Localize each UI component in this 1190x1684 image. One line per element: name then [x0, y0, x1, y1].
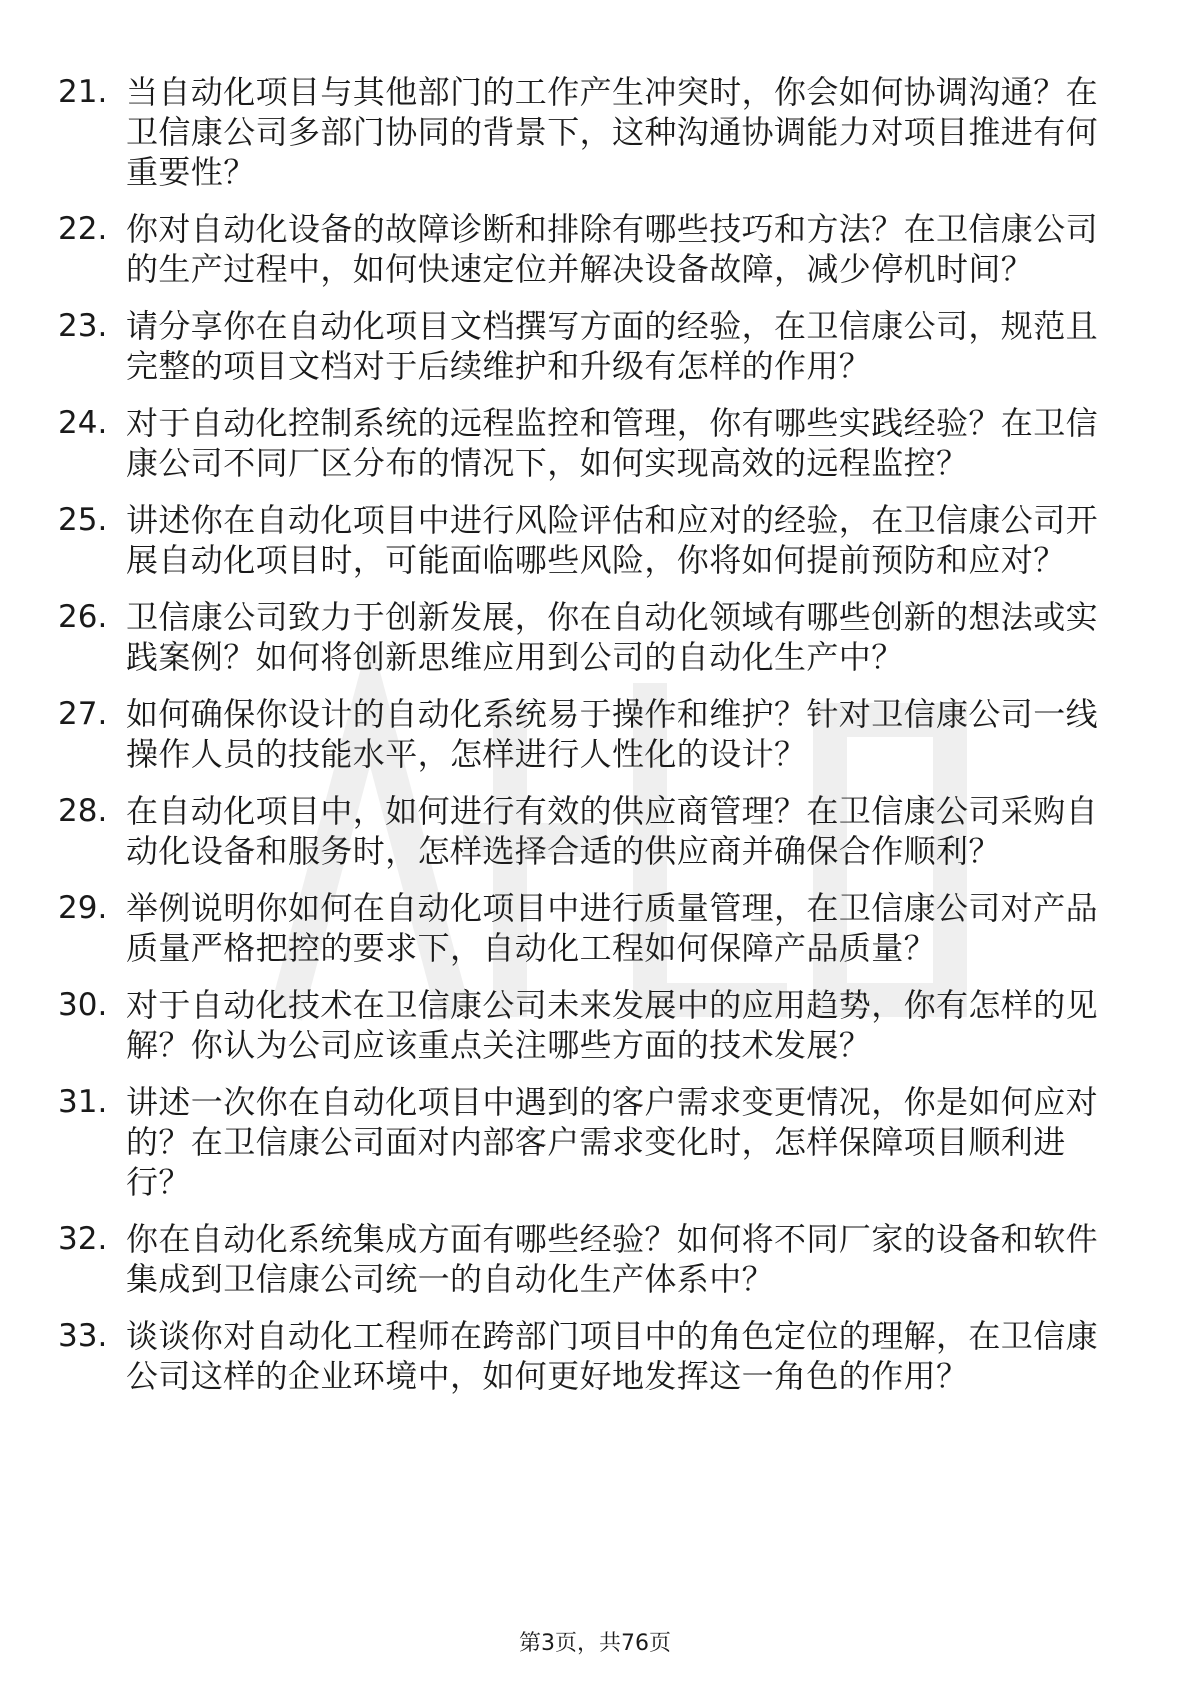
question-number: 23. — [58, 308, 108, 344]
question-item — [58, 72, 1118, 192]
question-number: 25. — [58, 502, 108, 538]
question-number: 27. — [58, 696, 108, 732]
question-text: 如何确保你设计的自动化系统易于操作和维护？针对卫信康公司一线操作人员的技能水平，怎样进行人性化的设计？ — [126, 695, 1099, 773]
question-item — [58, 500, 1118, 580]
question-text: 对于自动化技术在卫信康公司未来发展中的应用趋势，你有怎样的见解？你认为公司应该重点关注哪些方面的技术发展？ — [126, 986, 1099, 1064]
question-item — [58, 403, 1118, 483]
question-number: 30. — [58, 987, 108, 1023]
question-text: 在自动化项目中，如何进行有效的供应商管理？在卫信康公司采购自动化设备和服务时，怎样选择合适的供应商并确保合作顺利？ — [126, 792, 1099, 870]
question-text: 你对自动化设备的故障诊断和排除有哪些技巧和方法？在卫信康公司的生产过程中，如何快速定位并解决设备故障，减少停机时间？ — [126, 210, 1099, 288]
question-item — [58, 791, 1118, 871]
question-number: 24. — [58, 405, 108, 441]
question-text: 举例说明你如何在自动化项目中进行质量管理，在卫信康公司对产品质量严格把控的要求下，自动化工程如何保障产品质量？ — [126, 889, 1099, 967]
question-item — [58, 985, 1118, 1065]
question-number: 26. — [58, 599, 108, 635]
question-text: 讲述一次你在自动化项目中遇到的客户需求变更情况，你是如何应对的？在卫信康公司面对内部客户需求变化时，怎样保障项目顺利进行？ — [126, 1083, 1099, 1201]
question-item — [58, 1219, 1118, 1299]
question-text: 谈谈你对自动化工程师在跨部门项目中的角色定位的理解，在卫信康公司这样的企业环境中，如何更好地发挥这一角色的作用？ — [126, 1317, 1099, 1395]
question-number: 22. — [58, 211, 108, 247]
question-number: 29. — [58, 890, 108, 926]
question-item — [58, 1082, 1118, 1202]
question-item — [58, 306, 1118, 386]
question-number: 31. — [58, 1084, 108, 1120]
question-number: 28. — [58, 793, 108, 829]
question-number: 21. — [58, 74, 108, 110]
question-text: 讲述你在自动化项目中进行风险评估和应对的经验，在卫信康公司开展自动化项目时，可能面临哪些风险，你将如何提前预防和应对？ — [126, 501, 1099, 579]
question-list — [58, 72, 1118, 1413]
question-item — [58, 888, 1118, 968]
question-item — [58, 694, 1118, 774]
question-text: 请分享你在自动化项目文档撰写方面的经验，在卫信康公司，规范且完整的项目文档对于后续维护和升级有怎样的作用？ — [126, 307, 1099, 385]
page-number: 第3页，共76页 — [519, 1631, 671, 1656]
question-item — [58, 597, 1118, 677]
question-item — [58, 1316, 1118, 1396]
question-text: 当自动化项目与其他部门的工作产生冲突时，你会如何协调沟通？在卫信康公司多部门协同的背景下，这种沟通协调能力对项目推进有何重要性？ — [126, 73, 1099, 191]
question-number: 33. — [58, 1318, 108, 1354]
question-text: 卫信康公司致力于创新发展，你在自动化领域有哪些创新的想法或实践案例？如何将创新思维应用到公司的自动化生产中？ — [126, 598, 1099, 676]
question-text: 对于自动化控制系统的远程监控和管理，你有哪些实践经验？在卫信康公司不同厂区分布的情况下，如何实现高效的远程监控？ — [126, 404, 1099, 482]
question-text: 你在自动化系统集成方面有哪些经验？如何将不同厂家的设备和软件集成到卫信康公司统一的自动化生产体系中？ — [126, 1220, 1099, 1298]
question-item — [58, 209, 1118, 289]
question-number: 32. — [58, 1221, 108, 1257]
